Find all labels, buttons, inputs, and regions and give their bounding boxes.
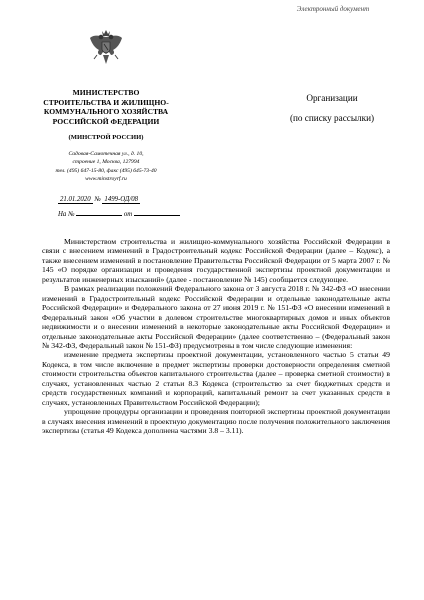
document-number: 1499-ОД/08 [104,196,139,203]
address-line: тел. (495) 647-15-80, факс (495) 645-73-40 [55,167,157,174]
body-paragraph: упрощение процедуры организации и проведения повторной экспертизы проектной документации в случаях внесения изменений в проектную документацию после получения положительного заключения экспертизы (статья 49 Кодекса дополнена частями 3.8 – 3.11). [42,407,390,436]
ministry-address [30,150,182,184]
number-prefix: № [94,196,101,203]
address-line: строение 1, Москва, 127994 [72,159,140,166]
recipient-block [262,88,402,128]
ministry-name-line: МИНИСТЕРСТВО [72,88,140,97]
recipient-note: (по списку рассылки) [289,113,375,123]
reference-number-blank [76,209,122,216]
ministry-name-line: КОММУНАЛЬНОГО ХОЗЯЙСТВА [43,107,169,117]
address-line: Садовая-Самотечная ул., д. 10, [68,151,144,157]
reference-label: На № [58,211,75,218]
body-paragraph: изменение предмета экспертизы проектной документации, установленного частью 5 статьи 49 Кодекса, в том числе включение в предмет экспертизы проверки достоверности определения сметной стоимости строительства объектов капитального строительства (далее – проверка сметной стоимости) в случаях, установленных частью 2 статьи 8.3 Кодекса (строительство за счет бюджетных средств и средств государственных компаний и корпораций, капитальный ремонт за счет указанных средств в случаях, установленных Правительством Российской Федерации); [42,350,390,407]
document-date: 21.01.2020 [60,196,91,203]
body-paragraph: Министерством строительства и жилищно-коммунального хозяйства Российской Федерации в связи с внесением изменений в Градостроительный кодекс Российской Федерации (далее – Кодекс), а также внесением изменений в постановление Правительства Российской Федерации от 5 марта 2007 г. № 145 «О порядке организации и проведения государственной экспертизы проектной документации и результатов инженерных изысканий» (далее - постановление № 145) сообщается следующее. [42,237,390,284]
ministry-name-line: РОССИЙСКОЙ ФЕДЕРАЦИИ [52,116,160,126]
recipient-name: Организации [306,93,358,103]
body-paragraph: В рамках реализации положений Федерального закона от 3 августа 2018 г. № 342-ФЗ «О внесении изменений в Градостроительный кодекс Российской Федерации и отдельные законодательные акты Российской Федерации» и Федерального закона от 27 июня 2019 г. № 151-ФЗ «О внесении изменений в Федеральный закон «Об участии в долевом строительстве многоквартирных домов и иных объектов недвижимости и о внесении изменений в некоторые законодательные акты Российской Федерации» и отдельные законодательные акты Российской Федерации» (далее соответственно – (Федеральный закон № 342-ФЗ, Федеральный закон № 151-ФЗ) предусмотрены в том числе следующие изменения: [42,284,390,350]
reference-line [58,209,208,218]
ministry-name-line: СТРОИТЕЛЬСТВА И ЖИЛИЩНО- [43,97,169,107]
registration-line [58,196,208,204]
ministry-name [30,88,182,126]
address-line: www.minstroyrf.ru [85,176,127,183]
letter-body [42,237,390,436]
reference-date-blank [134,209,180,216]
electronic-document-note: Электронный документ [296,5,370,13]
russian-coat-of-arms-icon [89,28,123,68]
reference-from-label: от [123,211,133,218]
ministry-abbreviation: (МИНСТРОЙ РОССИИ) [68,134,144,141]
